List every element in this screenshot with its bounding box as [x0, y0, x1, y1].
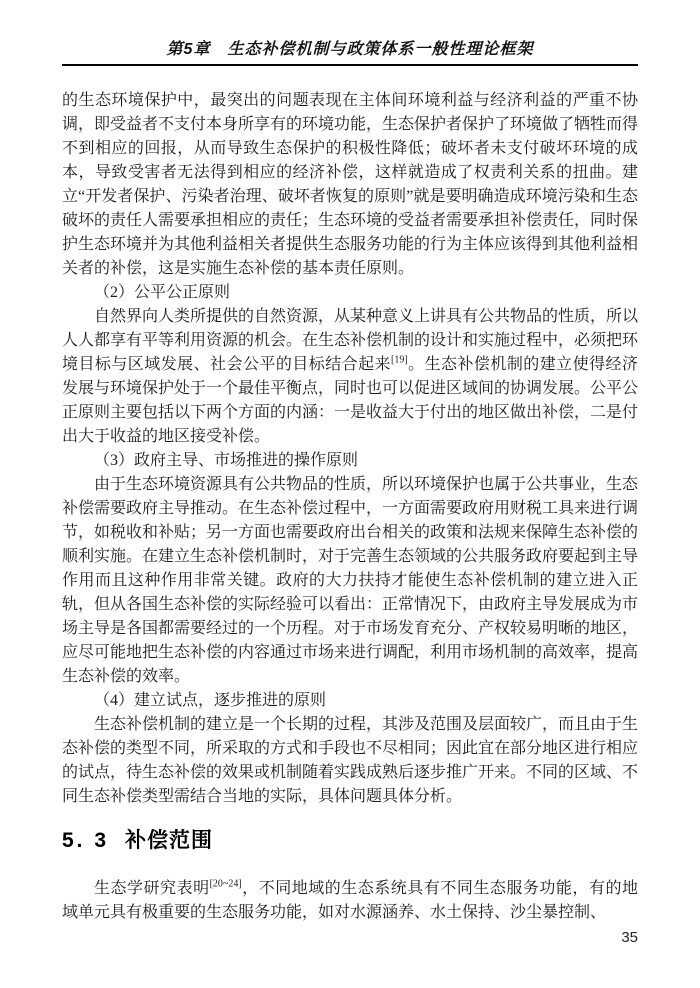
- citation-superscript: [19]: [391, 354, 408, 366]
- subsection-4-paragraph: 生态补偿机制的建立是一个长期的过程，其涉及范围及层面较广，而且由于生态补偿的类型不同，所采取的方式和手段也不尽相同；因此宜在部分地区进行相应的试点，待生态补偿的效果或机制随着实践成熟后逐步推广开来。不同的区域、不同生态补偿类型需结合当地的实际，具体问题具体分析。: [62, 716, 639, 805]
- subsection-3-label: （3）政府主导、市场推进的操作原则: [94, 452, 359, 469]
- section-heading: [62, 829, 638, 853]
- section-number: 5. 3: [62, 829, 110, 852]
- opening-continuation-paragraph: 的生态环境保护中，最突出的问题表现在主体间环境利益与经济利益的严重不协调，即受益者不支付本身所享有的环境功能，生态保护者保护了环境做了牺牲而得不到相应的回报，从而导致生态保护的积极性降低；破坏者未支付破坏环境的成本，导致受害者无法得到相应的经济补偿，这样就造成了权责利关系的扭曲。建立“开发者保护、污染者治理、破坏者恢复的原则”就是要明确造成环境污染和生态破坏的责任人需要承担相应的责任；生态环境的受益者需要承担补偿责任，同时保护生态环境并为其他利益相关者提供生态服务功能的行为主体应该得到其他利益相关者的补偿，这是实施生态补偿的基本责任原则。: [62, 92, 639, 277]
- subsection-3-paragraph: 由于生态环境资源具有公共物品的性质，所以环境保护也属于公共事业，生态补偿需要政府主导推动。在生态补偿过程中，一方面需要政府用财税工具来进行调节，如税收和补贴；另一方面也需要政府出台相关的政策和法规来保障生态补偿的顺利实施。在建立生态补偿机制时，对于完善生态领域的公共服务政府要起到主导作用而且这种作用非常关键。政府的大力扶持才能使生态补偿机制的建立进入正轨，但从各国生态补偿的实际经验可以看出：正常情况下，由政府主导发展成为市场主导是各国都需要经过的一个历程。对于市场发育充分、产权较易明晰的地区，应尽可能地把生态补偿的内容通过市场来进行调配，利用市场机制的高效率，提高生态补偿的效率。: [62, 476, 639, 685]
- section-title: 补偿范围: [125, 829, 214, 852]
- document-body: [62, 89, 638, 925]
- page-number: 35: [621, 929, 638, 946]
- section-5-3-paragraph: 生态学研究表明[20~24]，不同地域的生态系统具有不同生态服务功能，有的地域单元具有极重要的生态服务功能，如对水源涵养、水土保持、沙尘暴控制、: [62, 878, 638, 921]
- subsection-4-label: （4）建立试点，逐步推进的原则: [94, 692, 327, 709]
- chapter-running-head: 第5章 生态补偿机制与政策体系一般性理论框架: [62, 36, 638, 66]
- subsection-2-label: （2）公平公正原则: [94, 284, 231, 301]
- citation-superscript: [20~24]: [209, 878, 242, 890]
- subsection-2-paragraph: 自然界向人类所提供的自然资源，从某种意义上讲具有公共物品的性质，所以人人都享有平等利用资源的机会。在生态补偿机制的设计和实施过程中，必须把环境目标与区域发展、社会公平的目标结合起来[19]。生态补偿机制的建立使得经济发展与环境保护处于一个最佳平衡点，同时也可以促进区域间的协调发展。公平公正原则主要包括以下两个方面的内涵：一是收益大于付出的地区做出补偿，二是付出大于收益的地区接受补偿。: [62, 308, 639, 445]
